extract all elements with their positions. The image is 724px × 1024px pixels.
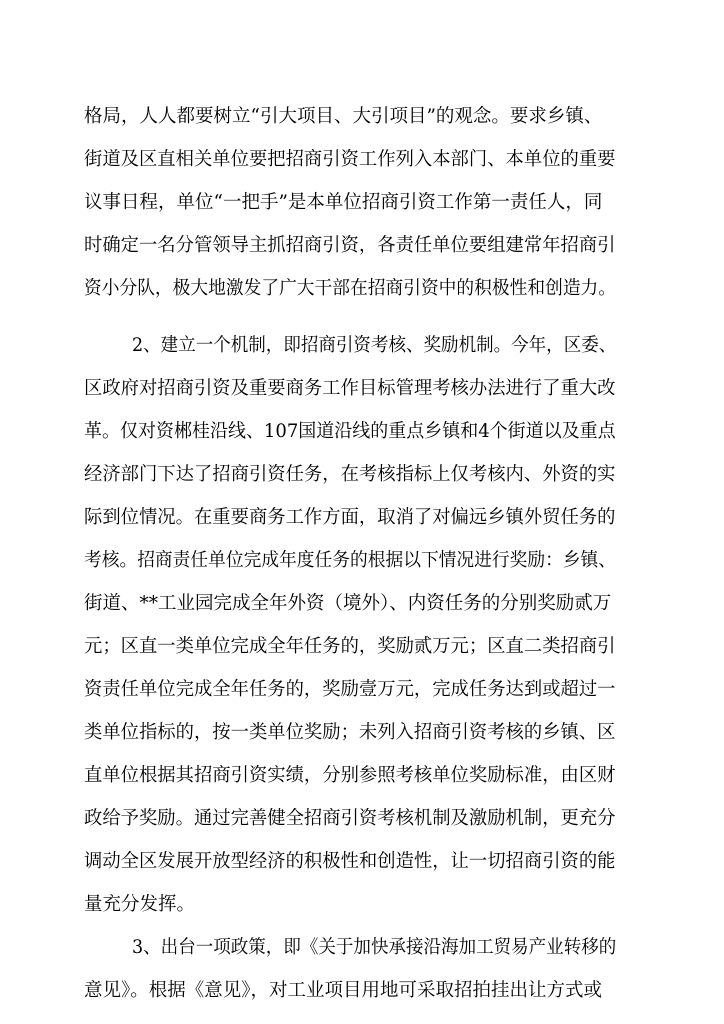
text-line: 3、出台一项政策，即《关于加快承接沿海加工贸易产业转移的 (132, 937, 617, 958)
text-line: 意见》。根据《意见》，对工业项目用地可采取招拍挂出让方式或 (84, 980, 603, 1001)
text-line: 际到位情况。在重要商务工作方面，取消了对偏远乡镇外贸任务的 (84, 507, 616, 528)
text-line: 2、建立一个机制，即招商引资考核、奖励机制。今年，区委、 (132, 335, 617, 356)
text-line: 议事日程，单位“一把手”是本单位招商引资工作第一责任人，同 (84, 192, 603, 213)
text-line: 量充分发挥。 (84, 894, 196, 915)
text-line: 经济部门下达了招商引资任务，在考核指标上仅考核内、外资的实 (84, 464, 616, 485)
text-line: 革。仅对资郴桂沿线、107国道沿线的重点乡镇和4个街道以及重点 (84, 421, 616, 442)
text-line: 格局，人人都要树立“引大项目、大引项目”的观念。要求乡镇、 (84, 106, 603, 127)
text-line: 资责任单位完成全年任务的，奖励壹万元，完成任务达到或超过一 (84, 679, 616, 700)
text-line: 元；区直一类单位完成全年任务的，奖励贰万元；区直二类招商引 (84, 636, 616, 657)
text-line: 直单位根据其招商引资实绩，分别参照考核单位奖励标准，由区财 (84, 765, 616, 786)
text-line: 调动全区发展开放型经济的积极性和创造性，让一切招商引资的能 (84, 851, 616, 872)
text-line: 类单位指标的，按一类单位奖励；未列入招商引资考核的乡镇、区 (84, 722, 616, 743)
text-line: 政给予奖励。通过完善健全招商引资考核机制及激励机制，更充分 (84, 808, 616, 829)
text-line: 区政府对招商引资及重要商务工作目标管理考核办法进行了重大改 (84, 378, 616, 399)
text-line: 时确定一名分管领导主抓招商引资，各责任单位要组建常年招商引 (84, 235, 616, 256)
text-line: 街道、**工业园完成全年外资（境外）、内资任务的分别奖励贰万 (84, 593, 612, 614)
text-line: 街道及区直相关单位要把招商引资工作列入本部门、本单位的重要 (84, 149, 616, 170)
text-line: 资小分队，极大地激发了广大干部在招商引资中的积极性和创造力。 (84, 278, 617, 299)
text-line: 考核。招商责任单位完成年度任务的根据以下情况进行奖励：乡镇、 (84, 550, 617, 571)
